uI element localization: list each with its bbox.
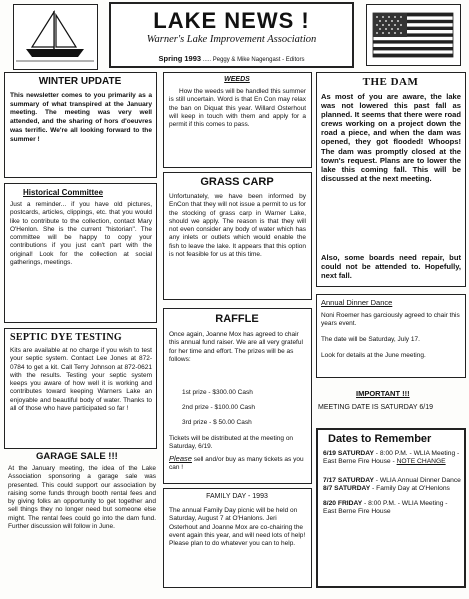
important-heading: IMPORTANT !!! [356,389,410,398]
issue-date: Spring 1993 [158,54,202,63]
grass-carp-heading: GRASS CARP [200,176,274,188]
dam-box [316,72,466,287]
weeds-box [163,72,312,168]
garage-heading: GARAGE SALE !!! [36,451,118,462]
issue-line [111,54,352,63]
dinner-p3: Look for details at the June meeting. [321,352,426,359]
historical-committee-box [4,183,157,323]
weeds-body: How the weeds will be handled this summer is still uncertain. Word is that En Con may relax the ban on Diquat this year. Willard Osterhout will keep in touch with them and apply for a permit if this comes to pass. [169,88,306,129]
septic-heading: SEPTIC DYE TESTING [10,332,122,343]
flag-image [366,4,461,66]
newsletter-title: LAKE NEWS ! [153,8,310,33]
grass-carp-box [163,172,312,300]
family-day-box [163,488,312,588]
raffle-please [169,455,307,473]
raffle-prize-3: 3rd prize - $ 50.00 Cash [182,419,252,426]
family-day-heading: FAMILY DAY - 1993 [206,493,268,500]
dates-list [323,450,461,522]
date-item: 7/17 SATURDAY - WLIA Annual Dinner Dance [323,476,461,484]
date-item: 6/19 SATURDAY - 8:00 P.M. - WLIA Meeting - East Berne Fire House - NOTE CHANGE [323,450,460,466]
septic-dye-box [4,328,157,449]
weeds-heading: WEEDS [224,76,250,83]
dinner-p2: The date will be Saturday, July 17. [321,336,420,343]
association-name: Warner's Lake Improvement Association [146,34,317,45]
raffle-box [163,308,312,484]
raffle-intro: Once again, Joanne Mox has agreed to chair this annual fund raiser. We are all very grateful for her time and effort. The prizes will be as follows: [169,331,303,363]
important-body: MEETING DATE IS SATURDAY 6/19 [318,404,434,411]
editors: ..... Peggy & Mike Nagengast - Editors [202,57,305,63]
raffle-distribution: Tickets will be distributed at the meeting on Saturday, 6/19. [169,435,294,451]
date-item: 8/20 FRIDAY - 8:00 P.M. - WLIA Meeting - East Berne Fire House [323,499,448,516]
garage-body: At the January meeting, the idea of the Lake Association sponsoring a garage sale was presented. This could support our association by raising some funds through booth rental fees and by giving folks an opportunity to get together and sell things they no longer need but someone else might. The rental fees could go into the dam fund. Further discussion will follow in June. [8,465,156,531]
family-day-body: The annual Family Day picnic will be held on Saturday, August 7 at O'Hanlons. Jeri Osterhout and Joanne Mox are co-chairing the event again this year, and will need lots of help! Please plan to do whatever you can to help. [169,507,306,548]
dam-heading: THE DAM [362,76,419,88]
sailboat-logo [13,4,98,70]
dinner-heading: Annual Dinner Dance [321,298,393,307]
raffle-sell-text: sell and/or buy as many tickets as you can ! [169,456,304,472]
masthead-title-box [109,2,354,68]
dinner-p1: Noni Roemer has garciously agreed to chair this years event. [321,312,460,328]
please-text: Please [169,454,192,463]
winter-update-box [4,72,157,178]
dam-body-1: As most of you are aware, the lake was not lowered this past fall as planned. It seems that there were road crews working on a project down the road a piece, and when the dam was opened, they got flooded! Whoops! The dam was promptly closed at the town's request. Plans are to lower the lake this coming fall. This will be discussed at the next meeting. [321,92,461,183]
dates-heading: Dates to Remember [328,433,432,445]
septic-body: Kits are available at no charge if you wish to test your septic system. Contact Lee Jones at 872-0784 to get a kit. Call Terry Johnson at 872-0621 with the results. Testing your septic system keeps you aware of how well it is working and contributes toward keeping Warners Lake an enjoyable and beautiful body of water. Thanks to all of those who have participated so far ! [10,347,152,413]
historical-heading: Historical Committee [23,188,104,197]
historical-body: Just a reminder... if you have old pictures, postcards, articles, clippings, etc. that you would like to contribute to the collection, contact Mary O'Henlon. She is the current "historian". The committee will be happy to copy your contributions if you just can't part with the original! Look for the collection at social gatherings, meetings. [10,201,152,267]
dam-body-2: Also, some boards need repair, but could not be attended to. Hopefully, next fall. [321,253,461,281]
date-item: 8/7 SATURDAY - Family Day at O'Henlons [323,485,450,493]
dates-to-remember-box [316,428,466,588]
grass-carp-body: Unfortunately, we have been informed by EnCon that they will not issue a permit to us for the stocking of grass carp in Warner Lake, should we apply. The reason is that they will not even consider any body of water which has any inlets or outlets which would enable the fish to leave the lake. It appears that this option is not feasible for us at this time. [169,193,306,259]
winter-update-body: This newsletter comes to you primarily as a summary of what transpired at the January meeting. The meeting was very well attended, and the sharing of hors d'oeuvres was terrific. We're all looking forward to the summer ! [10,92,152,143]
dinner-dance-box [316,294,466,378]
raffle-prize-2: 2nd prize - $100.00 Cash [182,404,255,411]
winter-update-heading: WINTER UPDATE [38,76,122,87]
raffle-heading: RAFFLE [215,313,259,325]
raffle-prize-1: 1st prize - $300.00 Cash [182,389,253,396]
